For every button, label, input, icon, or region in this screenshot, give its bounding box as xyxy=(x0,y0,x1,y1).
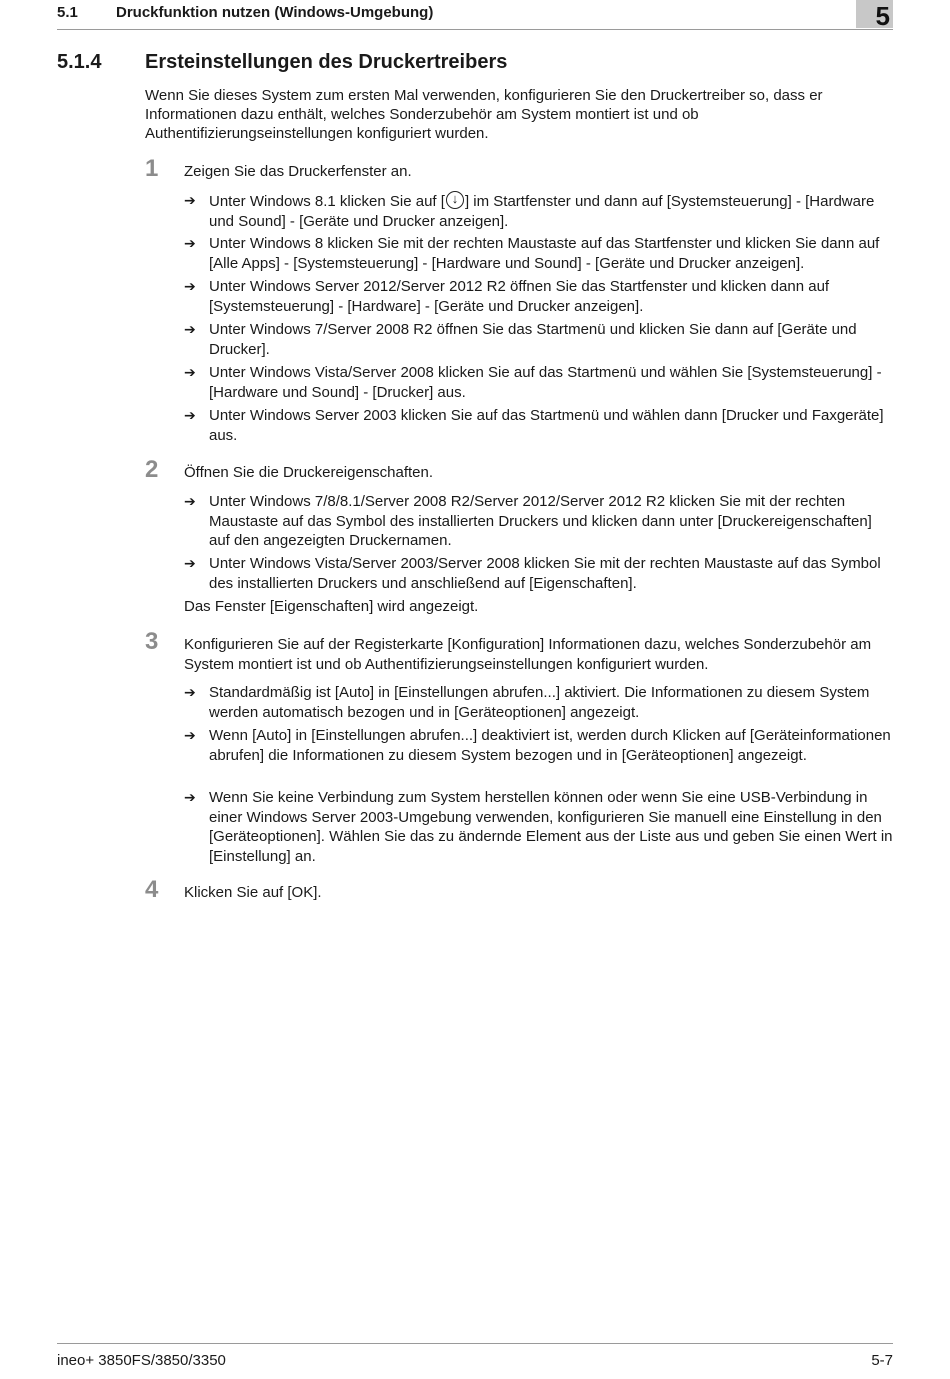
bullet-text: Unter Windows Vista/Server 2003/Server 2008 klicken Sie mit der rechten Maustaste auf das Symbol des installierten Druckers und anschließend auf [Eigenschaften]. xyxy=(209,555,881,592)
arrow-icon: ➔ xyxy=(184,493,196,509)
step-number: 3 xyxy=(145,628,159,655)
arrow-icon: ➔ xyxy=(184,407,196,423)
instruction-bullet xyxy=(184,320,894,359)
bullet-text: Unter Windows Server 2012/Server 2012 R2 öffnen Sie das Startfenster und klicken dann auf [Systemsteuerung] - [Hardware] - [Geräte und Drucker anzeigen]. xyxy=(209,278,830,315)
arrow-icon: ➔ xyxy=(184,235,196,251)
step-number: 2 xyxy=(145,456,159,483)
step-text: Klicken Sie auf [OK]. xyxy=(184,884,322,901)
header-section-number: 5.1 xyxy=(57,4,78,21)
download-circle-icon xyxy=(446,191,464,209)
page-header xyxy=(57,0,893,30)
step-text: Zeigen Sie das Druckerfenster an. xyxy=(184,163,412,180)
instruction-bullet xyxy=(184,406,894,445)
instruction-bullet xyxy=(184,191,894,231)
instruction-bullet xyxy=(184,234,894,273)
footer-page-number: 5-7 xyxy=(871,1352,893,1369)
arrow-icon: ➔ xyxy=(184,789,196,805)
instruction-bullet xyxy=(184,363,894,402)
arrow-icon: ➔ xyxy=(184,364,196,380)
arrow-icon: ➔ xyxy=(184,192,196,208)
arrow-icon: ➔ xyxy=(184,684,196,700)
bullet-text: Unter Windows 7/Server 2008 R2 öffnen Sie das Startmenü und klicken Sie dann auf [Geräte und Drucker]. xyxy=(209,321,857,358)
arrow-icon: ➔ xyxy=(184,555,196,571)
section-number: 5.1.4 xyxy=(57,51,102,73)
instruction-bullet xyxy=(184,788,894,866)
bullet-text: Unter Windows Vista/Server 2008 klicken Sie auf das Startmenü und wählen Sie [Systemsteuerung] - [Hardware und Sound] - [Drucker] aus. xyxy=(209,364,882,401)
page-footer xyxy=(57,1343,893,1369)
step-number: 1 xyxy=(145,155,159,182)
bullet-text: Unter Windows Server 2003 klicken Sie auf das Startmenü und wählen dann [Drucker und Faxgeräte] aus. xyxy=(209,407,884,444)
section-title: Ersteinstellungen des Druckertreibers xyxy=(145,51,508,73)
bullet-text: Unter Windows 8.1 klicken Sie auf [↓ ] im Startfenster und dann auf [Systemsteuerung] - [Hardware und Sound] - [Geräte und Drucker anzeigen]. xyxy=(209,191,894,231)
chapter-tab xyxy=(856,0,893,31)
arrow-icon: ➔ xyxy=(184,727,196,743)
footer-model: ineo+ 3850FS/3850/3350 xyxy=(57,1352,226,1369)
step-text: Öffnen Sie die Druckereigenschaften. xyxy=(184,464,434,481)
bullet-text: Unter Windows 8 klicken Sie mit der rechten Maustaste auf das Startfenster und klicken Sie dann auf [Alle Apps] - [Systemsteuerung] - [Hardware und Sound] - [Geräte und Drucker anzeigen]. xyxy=(209,235,880,272)
instruction-bullet xyxy=(184,726,894,765)
bullet-text: Unter Windows 7/8/8.1/Server 2008 R2/Server 2012/Server 2012 R2 klicken Sie mit der rechten Maustaste auf das Symbol des installierten Druckers und klicken dann unter [Druckereigenschaften] auf den angezeigten Druckernamen. xyxy=(209,493,872,549)
instruction-bullet xyxy=(184,683,894,722)
instruction-bullet xyxy=(184,554,894,593)
bullet-text: Standardmäßig ist [Auto] in [Einstellungen abrufen...] aktiviert. Die Informationen zu diesem System werden automatisch bezogen und in [Geräteoptionen] angezeigt. xyxy=(209,684,870,721)
header-section-title: Druckfunktion nutzen (Windows-Umgebung) xyxy=(116,4,434,21)
intro-paragraph: Wenn Sie dieses System zum ersten Mal verwenden, konfigurieren Sie den Druckertreiber so, dass er Informationen dazu enthält, welches Sonderzubehör am System montiert ist und ob Authentifizierungseinstellungen konfiguriert wurden. xyxy=(145,87,823,143)
instruction-bullet xyxy=(184,492,894,551)
arrow-icon: ➔ xyxy=(184,278,196,294)
chapter-number: 5 xyxy=(875,1,890,31)
step-text: Konfigurieren Sie auf der Registerkarte [Konfiguration] Informationen dazu, welches Sonderzubehör am System montiert ist und ob Authentifizierungseinstellungen konfiguriert wurden. xyxy=(184,636,872,673)
bullet-text: Wenn Sie keine Verbindung zum System herstellen können oder wenn Sie eine USB-Verbindung in einer Windows Server 2003-Umgebung verwenden, konfigurieren Sie manuell eine Einstellung in den [Geräteoptionen]. Wählen Sie das zu ändernde Element aus der Liste aus und geben Sie einen Wert in [Einstellung] an. xyxy=(209,789,893,865)
step-number: 4 xyxy=(145,876,159,903)
instruction-bullet xyxy=(184,277,894,316)
arrow-icon: ➔ xyxy=(184,321,196,337)
result-note: Das Fenster [Eigenschaften] wird angezeigt. xyxy=(184,598,479,615)
bullet-text: Wenn [Auto] in [Einstellungen abrufen...] deaktiviert ist, werden durch Klicken auf [Geräteinformationen abrufen] die Informationen zu diesem System bezogen und in [Geräteoptionen] angezeigt. xyxy=(209,727,891,764)
